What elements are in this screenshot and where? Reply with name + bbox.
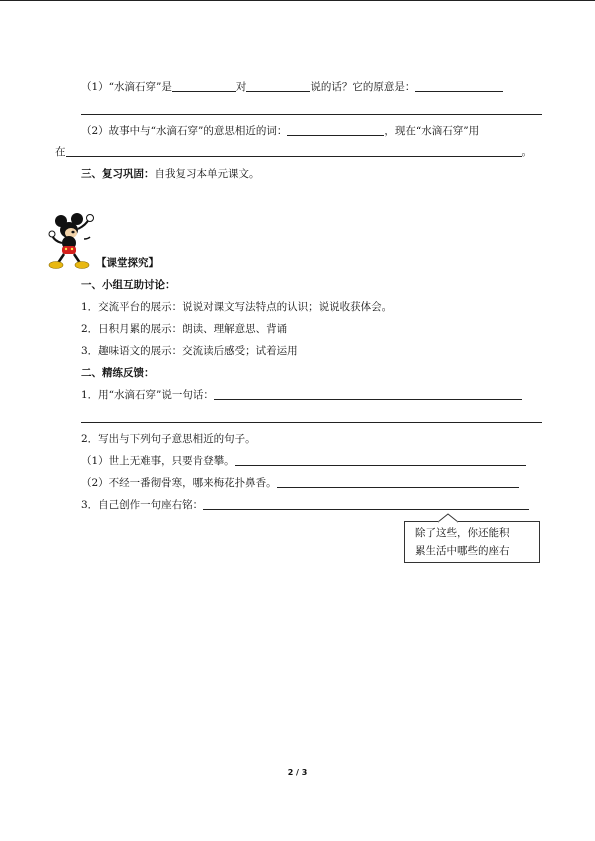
- hint-callout: [404, 521, 540, 563]
- question-1-label: （1）“水滴石穿”是: [81, 81, 172, 93]
- group-heading: 一、小组互助讨论：: [81, 279, 176, 291]
- callout-pointer: [438, 513, 458, 523]
- feedback-sub-1: [81, 454, 526, 468]
- question-2-end: 。: [521, 146, 532, 158]
- blank-motto[interactable]: [203, 498, 529, 510]
- feedback-item-3-label: 3．自己创作一句座右铭：: [81, 499, 204, 511]
- review-text: 自我复习本单元课文。: [154, 168, 260, 180]
- feedback-item-2: 2．写出与下列句子意思相近的句子。: [81, 433, 256, 445]
- answer-line-1[interactable]: [81, 114, 542, 115]
- hint-line-2: 累生活中哪些的座右: [415, 545, 510, 557]
- group-item-2: 2．日积月累的展示：朗读、理解意思、背诵: [81, 323, 288, 335]
- question-2-label: （2）故事中与“水滴石穿”的意思相近的词：: [81, 125, 288, 137]
- blank-sub-1[interactable]: [235, 454, 526, 466]
- review-heading: 三、复习巩固：: [81, 168, 155, 180]
- question-1-mid2: 说的话？它的原意是：: [310, 81, 416, 93]
- answer-line-2[interactable]: [81, 422, 542, 423]
- feedback-item-1: [81, 388, 522, 402]
- mickey-mouse-icon: [48, 213, 98, 271]
- group-item-1: 1．交流平台的展示：说说对课文写法特点的认识；说说收获体会。: [81, 301, 393, 313]
- feedback-item-1-label: 1．用“水滴石穿”说一句话：: [81, 389, 214, 401]
- blank-listener[interactable]: [246, 80, 310, 92]
- blank-modern-usage[interactable]: [66, 145, 522, 157]
- question-2: [81, 124, 479, 138]
- feedback-sub-2-label: （2）不经一番彻骨寒，哪来梅花扑鼻香。: [81, 477, 277, 489]
- question-1: [81, 80, 503, 94]
- section-title-explore: 【课堂探究】: [96, 257, 159, 269]
- question-1-mid1: 对: [235, 81, 247, 93]
- group-item-3: 3．趣味语文的展示：交流读后感受；试着运用: [81, 345, 298, 357]
- feedback-sub-2: [81, 476, 519, 490]
- blank-sub-2[interactable]: [277, 476, 519, 488]
- page-number: 2 / 3: [287, 768, 308, 777]
- question-2-continued: [55, 145, 532, 159]
- question-2-mid: ，现在“水滴石穿”用: [384, 125, 480, 137]
- hint-line-1: 除了这些，你还能积: [415, 527, 510, 539]
- review-line: [81, 167, 260, 181]
- feedback-heading: 二、精练反馈：: [81, 367, 155, 379]
- blank-original-meaning[interactable]: [415, 80, 503, 92]
- question-2-cont: 在: [55, 146, 66, 158]
- feedback-sub-1-label: （1）世上无难事，只要肯登攀。: [81, 455, 235, 467]
- blank-sentence[interactable]: [214, 388, 522, 400]
- feedback-item-3: [81, 498, 529, 512]
- blank-similar-word[interactable]: [287, 124, 384, 136]
- blank-speaker[interactable]: [172, 80, 236, 92]
- header-rule: [0, 0, 595, 1]
